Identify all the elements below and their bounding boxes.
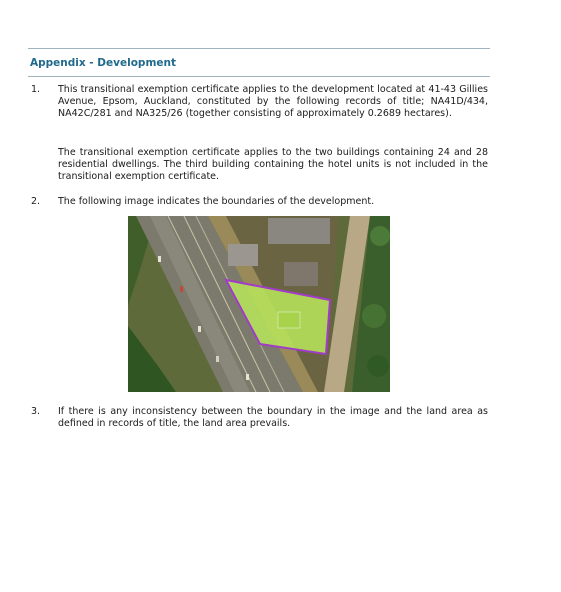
item-1-paragraph-1: This transitional exemption certificate applies to the development located at 41-43 Gillies Avenue, Epsom, Auckland, constituted by the following records of title; NA41D/434, NA42C/281 and NA325/26 (together consisting of approximately 0.2689 hectares). bbox=[58, 84, 488, 119]
item-2-number: 2. bbox=[31, 196, 41, 207]
item-3-number: 3. bbox=[31, 406, 41, 417]
section-heading: Appendix - Development bbox=[30, 57, 177, 69]
item-2-paragraph: The following image indicates the boundaries of the development. bbox=[58, 196, 375, 207]
heading-rule bbox=[28, 76, 490, 77]
item-1-paragraph-2: The transitional exemption certificate applies to the two buildings containing 24 and 28 residential dwellings. The third building containing the hotel units is not included in the transitional exemption certificate. bbox=[58, 147, 488, 182]
top-rule bbox=[28, 48, 490, 49]
item-1-number: 1. bbox=[31, 84, 41, 95]
item-3-paragraph: If there is any inconsistency between the boundary in the image and the land area as defined in records of title, the land area prevails. bbox=[58, 406, 488, 429]
aerial-site-image bbox=[128, 216, 390, 392]
